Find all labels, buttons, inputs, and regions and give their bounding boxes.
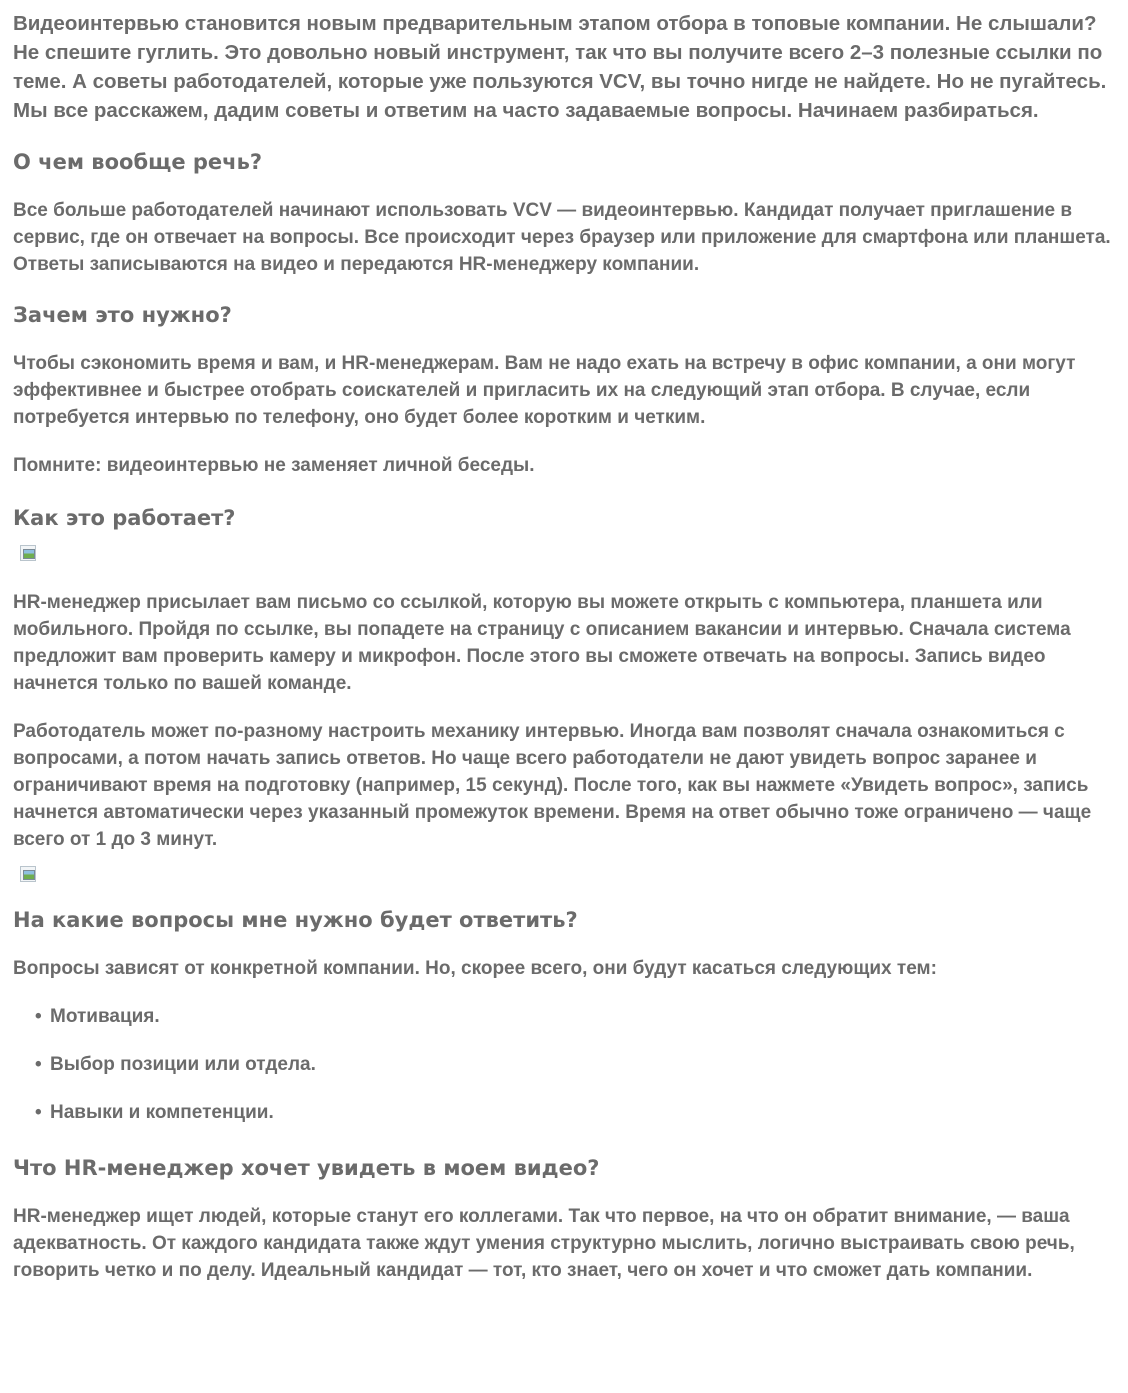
list-item: • Мотивация. <box>35 1004 1115 1030</box>
bullet-icon: • <box>35 1006 42 1027</box>
bullet-icon: • <box>35 1102 42 1123</box>
intro-paragraph: Видеоинтервью становится новым предварительным этапом отбора в топовые компании. Не слышали? Не спешите гуглить. Это довольно новый инструмент, так что вы получите всего 2–3 полезные ссылки по теме. А советы работодателей, которые уже пользуются VCV, вы точно нигде не найдете. Но не пугайтесь. Мы все расскажем, дадим советы и ответим на часто задаваемые вопросы. Начинаем разбираться. <box>13 12 1107 122</box>
topics-list <box>13 1004 1115 1126</box>
paragraph-how-1: HR-менеджер присылает вам письмо со ссылкой, которую вы можете открыть с компьютера, планшета или мобильного. Пройдя по ссылке, вы попадете на страницу с описанием вакансии и интервью. Сначала система предложит вам проверить камеру и микрофон. После этого вы сможете отвечать на вопросы. Запись видео начнется только по вашей команде. <box>13 592 1071 694</box>
paragraph-what: Все больше работодателей начинают использовать VCV — видеоинтервью. Кандидат получает приглашение в сервис, где он отвечает на вопросы. Все происходит через браузер или приложение для смартфона или планшета. Ответы записываются на видео и передаются HR-менеджеру компании. <box>13 200 1111 275</box>
heading-why: Зачем это нужно? <box>13 303 232 327</box>
paragraph-why-1: Чтобы сэкономить время и вам, и HR-менеджерам. Вам не надо ехать на встречу в офис компании, а они могут эффективнее и быстрее отобрать соискателей и пригласить их на следующий этап отбора. В случае, если потребуется интервью по телефону, оно будет более коротким и четким. <box>13 353 1076 428</box>
heading-questions: На какие вопросы мне нужно будет ответить? <box>13 908 578 932</box>
paragraph-why-2: Помните: видеоинтервью не заменяет личной беседы. <box>13 455 535 476</box>
image-placeholder-1 <box>20 545 1115 579</box>
heading-hr: Что HR-менеджер хочет увидеть в моем видео? <box>13 1156 600 1180</box>
bullet-icon: • <box>35 1054 42 1075</box>
paragraph-hr: HR-менеджер ищет людей, которые станут его коллегами. Так что первое, на что он обратит внимание, — ваша адекватность. От каждого кандидата также ждут умения структурно мыслить, логично выстраивать свою речь, говорить четко и по делу. Идеальный кандидат — тот, кто знает, чего он хочет и что сможет дать компании. <box>13 1206 1075 1281</box>
heading-what: О чем вообще речь? <box>13 150 263 174</box>
broken-image-icon <box>20 545 36 561</box>
list-item: • Навыки и компетенции. <box>35 1100 1115 1126</box>
list-item: • Выбор позиции или отдела. <box>35 1052 1115 1078</box>
image-placeholder-2 <box>20 866 1115 900</box>
paragraph-questions: Вопросы зависят от конкретной компании. Но, скорее всего, они будут касаться следующих тем: <box>13 958 937 979</box>
paragraph-how-2: Работодатель может по-разному настроить механику интервью. Иногда вам позволят сначала ознакомиться с вопросами, а потом начать запись ответов. Но чаще всего работодатели не дают увидеть вопрос заранее и ограничивают время на подготовку (например, 15 секунд). После того, как вы нажмете «Увидеть вопрос», запись начнется автоматически через указанный промежуток времени. Время на ответ обычно тоже ограничено — чаще всего от 1 до 3 минут. <box>13 721 1092 850</box>
broken-image-icon <box>20 866 36 882</box>
heading-how: Как это работает? <box>13 506 236 530</box>
